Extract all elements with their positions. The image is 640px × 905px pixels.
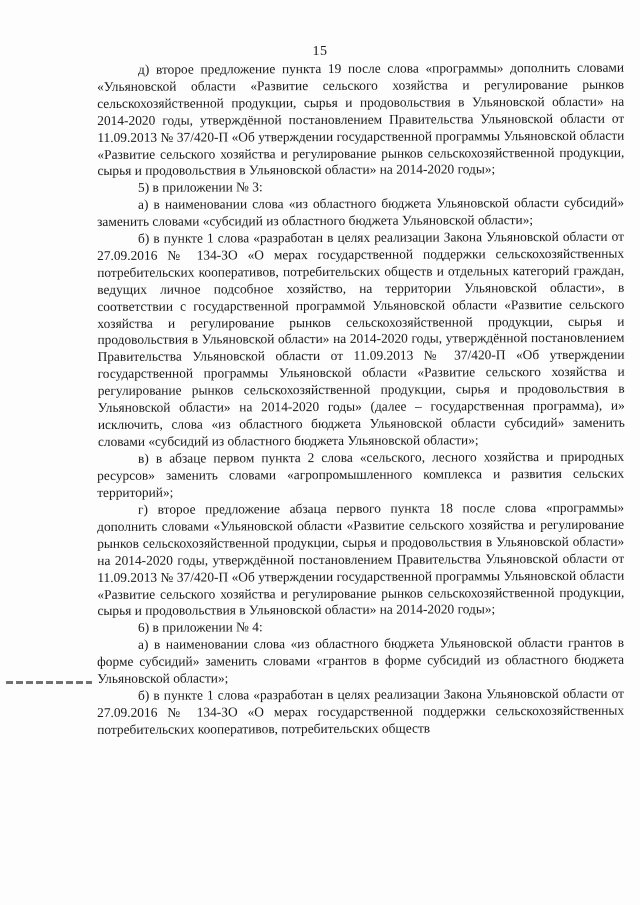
paragraph-appendix-3-v: в) в абзаце первом пункта 2 слова «сельского, лесного хозяйства и природных ресурсов» заменить словами «агропромышленного комплекса и развития сельских территорий»; [97, 448, 625, 500]
paragraph-appendix-3-b: б) в пункте 1 слова «разработан в целях реализации Закона Ульяновской области от 27.09.2016 № 134-ЗО «О мерах государственной поддержки сельскохозяйственных потребительских кооперативов, потребительских обществ и отдельных категорий граждан, ведущих личное подсобное хозяйство, на территории Ульяновской области», в соответствии с государственной программой Ульяновской области «Развитие сельского хозяйства и регулирование рынков сельскохозяйственной продукции, сырья и продовольствия в Ульяновской области» на 2014-2020 годы, утверждённой постановлением Правительства Ульяновской области от 11.09.2013 № 37/420-П «Об утверждении государственной программы Ульяновской области «Развитие сельского хозяйства и регулирование рынков сельскохозяйственной продукции, сырья и продовольствия в Ульяновской области» на 2014-2020 годы» (далее – государственная программа), и» исключить, слова «из областного бюджета Ульяновской области субсидий» заменить словами «субсидий из областного бюджета Ульяновской области»; [97, 228, 625, 449]
paragraph-appendix-4-a: а) в наименовании слова «из областного бюджета Ульяновской области грантов в форме субсидий» заменить словами «грантов в форме субсидий из областного бюджета Ульяновской области»; [97, 634, 625, 686]
paragraph-appendix-3-g: г) второе предложение абзаца первого пункта 18 после слова «программы» дополнить словами «Ульяновской области «Развитие сельского хозяйства и регулирование рынков сельскохозяйственной продукции, сырья и продовольствия в Ульяновской области» на 2014-2020 годы, утверждённой постановлением Правительства Ульяновской области от 11.09.2013 № 37/420-П «Об утверждении государственной программы Ульяновской области «Развитие сельского хозяйства и регулирование рынков сельскохозяйственной продукции, сырья и продовольствия в Ульяновской области» на 2014-2020 годы»; [97, 499, 625, 618]
paragraph-appendix-4-heading: 6) в приложении № 4: [137, 619, 263, 635]
scan-margin-mark [6, 681, 92, 684]
paragraph-appendix-3-heading: 5) в приложении № 3: [137, 179, 263, 196]
paragraph-appendix-4-b: б) в пункте 1 слова «разработан в целях реализации Закона Ульяновской области от 27.09.2016 № 134-ЗО «О мерах государственной поддержки сельскохозяйственных потребительских кооперативов, потребительских обществ [97, 685, 625, 737]
document-body [97, 59, 625, 738]
page-number: 15 [312, 44, 328, 59]
paragraph-appendix-3-a: а) в наименовании слова «из областного бюджета Ульяновской области субсидий» заменить словами «субсидий из областного бюджета Ульяновской области»; [97, 194, 625, 230]
paragraph-item-d: д) второе предложение пункта 19 после слова «программы» дополнить словами «Ульяновской области «Развитие сельского хозяйства и регулирование рынков сельскохозяйственной продукции, сырья и продовольствия в Ульяновской области» на 2014-2020 годы, утверждённой постановлением Правительства Ульяновской области от 11.09.2013 № 37/420-П «Об утверждении государственной программы Ульяновской области «Развитие сельского хозяйства и регулирование рынков сельскохозяйственной продукции, сырья и продовольствия в Ульяновской области» на 2014-2020 годы»; [97, 59, 625, 179]
